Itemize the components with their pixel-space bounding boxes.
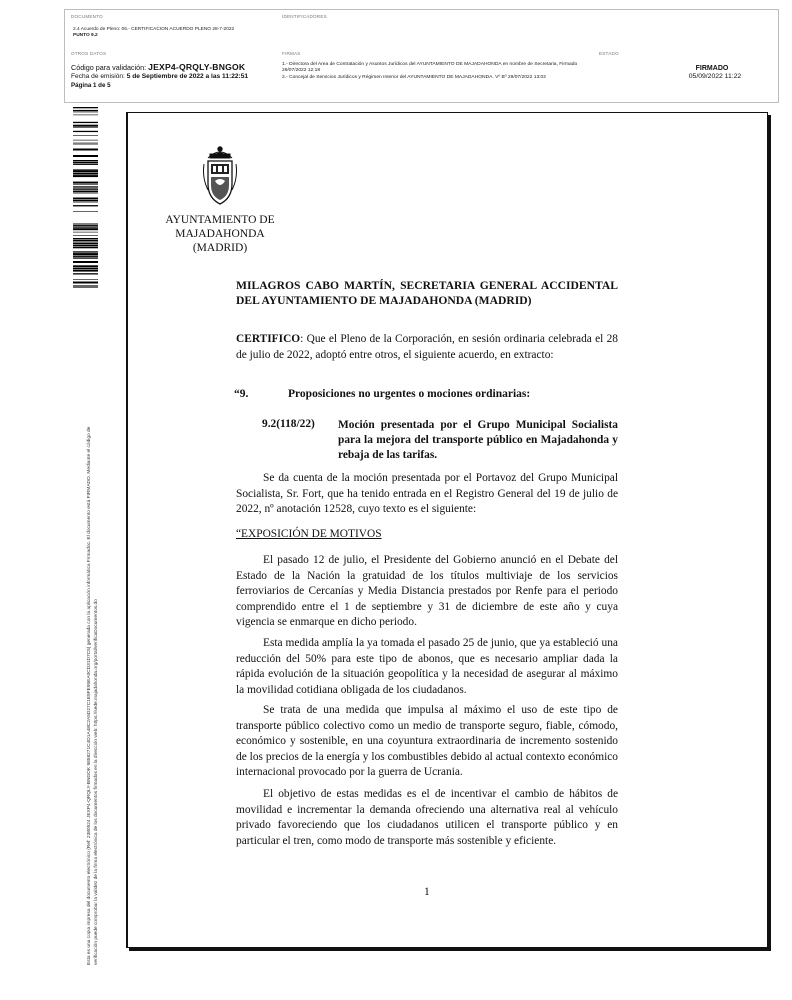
- issue-date-line: [71, 73, 248, 80]
- documento-label: DOCUMENTO: [71, 14, 103, 19]
- paragraph-cuenta: Se da cuenta de la moción presentada por el Portavoz del Grupo Municipal Socialista, Sr. Fort, que ha tenido entrada en el Registro General del 19 de julio de 2022, nº anotación 12528, cuyo texto es el siguiente:: [236, 472, 618, 515]
- paragraph-4: El objetivo de estas medidas es el de incentivar el cambio de hábitos de movilidad e incrementar la demanda ofreciendo una alternativa real al vehículo privado favoreciendo que los ciudadanos utilicen el transporte público y en particular el tren, como modo de transporte más sostenible y eficiente.: [236, 788, 618, 847]
- verification-side-note: [87, 295, 101, 965]
- signature-1: 1.- Directora del Area de Contratación y Asuntos Jurídicos del AYUNTAMIENTO DE MAJADAHONDA en nombre de Secretaria, Firmado 29/07/2022 12:18: [282, 62, 578, 74]
- letterhead-line-2: MAJADAHONDA: [175, 228, 265, 240]
- section-number: “9.: [234, 388, 249, 400]
- otros-datos-cell: [65, 47, 276, 102]
- document-metadata-header: [64, 9, 779, 103]
- document-title: MILAGROS CABO MARTÍN, SECRETARIA GENERAL ACCIDENTAL DEL AYUNTAMIENTO DE MAJADAHONDA (MADRID): [236, 279, 618, 307]
- documento-cell: [65, 10, 276, 47]
- side-note-line-2: verificación puede comprobar la validez de la firma electrónica de los documentos firmados en la dirección web: https://sede.majadahonda.org/portal/verificaDocumentos.do: [93, 599, 99, 965]
- otros-datos-label: OTROS DATOS: [71, 51, 107, 56]
- section-heading: [234, 388, 530, 400]
- validation-code-prefix: Código para validación:: [71, 63, 147, 72]
- firmas-cell: [276, 47, 593, 102]
- side-note-line-1: Esta es una copia impresa del documento electrónico (Ref: 2380524 JEXP4-QRQLY-BNGOK 9858271C4D1A48C2A5D27C1E9FE95EA0CD31D7C5) generada con la aplicación informática Firmadoc. El documento está FIRMADO. Mediante el código de: [87, 426, 92, 965]
- firmas-label: FIRMAS: [282, 51, 301, 56]
- documento-line-2: PUNTO 9.2: [73, 33, 98, 38]
- signature-2: 2.- Concejal de Servicios Jurídicos y Régimen Interior del AYUNTAMIENTO DE MAJADAHONDA. Vº Bº 29/07/2022 13:02: [282, 75, 546, 80]
- letterhead: [164, 213, 276, 255]
- barcode-image: [73, 107, 98, 292]
- validation-code[interactable]: JEXP4-QRQLY-BNGOK: [148, 62, 246, 72]
- identificadores-label: IDENTIFICADORES: [282, 14, 327, 19]
- status-badge: FIRMADO: [695, 65, 729, 72]
- letterhead-line-3: (MADRID): [192, 242, 248, 254]
- motion-number: 9.2(118/22): [262, 418, 315, 430]
- issue-date-value: 5 de Septiembre de 2022 a las 11:22:51: [126, 73, 249, 80]
- section-title: Proposiciones no urgentes o mociones ordinarias:: [288, 388, 531, 400]
- page-number: 1: [424, 886, 430, 898]
- issue-date-prefix: Fecha de emisión:: [71, 73, 125, 80]
- identificadores-cell: [276, 10, 778, 47]
- motion-title: Moción presentada por el Grupo Municipal Socialista para la mejora del transporte público en Majadahonda y rebaja de las tarifas.: [338, 419, 618, 461]
- documento-line-1: 2.4 Acuerdo de Pleno: 06.- CERTIFICACION ACUERDO PLENO 28-7-2022: [73, 27, 235, 32]
- paragraph-2: Esta medida amplía la ya tomada el pasado 25 de junio, que ya estableció una reducción del 50% para este tipo de abonos, que es necesario ampliar dada la rápida evolución de la situación geopolítica y la necesidad de asegurar al máximo la movilidad cotidiana obligada de los ciudadanos.: [236, 637, 618, 696]
- certifico-paragraph: [236, 332, 618, 363]
- letterhead-line-1: AYUNTAMIENTO DE: [165, 214, 275, 226]
- exposicion-heading: “EXPOSICIÓN DE MOTIVOS: [236, 528, 382, 540]
- status-date: 05/09/2022 11:22: [688, 73, 742, 80]
- paragraph-3: Se trata de una medida que impulsa al máximo el uso de este tipo de transporte público colectivo como un medio de transporte seguro, fiable, cómodo, económico y sostenible, en una coyuntura extraordinaria de incremento sostenido de los precios de la energía y los combustibles debido al actual contexto económico internacional provocado por la guerra de Ucrania.: [236, 704, 618, 778]
- estado-cell: [593, 47, 778, 102]
- page-count: Página 1 de 5: [71, 82, 111, 89]
- estado-label: ESTADO: [599, 51, 619, 56]
- paragraph-1: El pasado 12 de julio, el Presidente del Gobierno anunció en el Debate del Estado de la Nación la gratuidad de los títulos multiviaje de los servicios ferroviarios de Cercanías y Media Distancia prestados por Renfe para el periodo comprendido entre el 1 de septiembre y 31 de diciembre de este año y cuya vigencia se enmarque en dicho periodo.: [236, 554, 618, 628]
- coat-of-arms-image: [200, 144, 240, 206]
- certifico-label: CERTIFICO: [236, 333, 301, 345]
- validation-code-line: [71, 62, 245, 72]
- certifico-text: : Que el Pleno de la Corporación, en sesión ordinaria celebrada el 28 de julio de 2022, adoptó entre otros, el siguiente acuerdo, en extracto:: [236, 333, 618, 361]
